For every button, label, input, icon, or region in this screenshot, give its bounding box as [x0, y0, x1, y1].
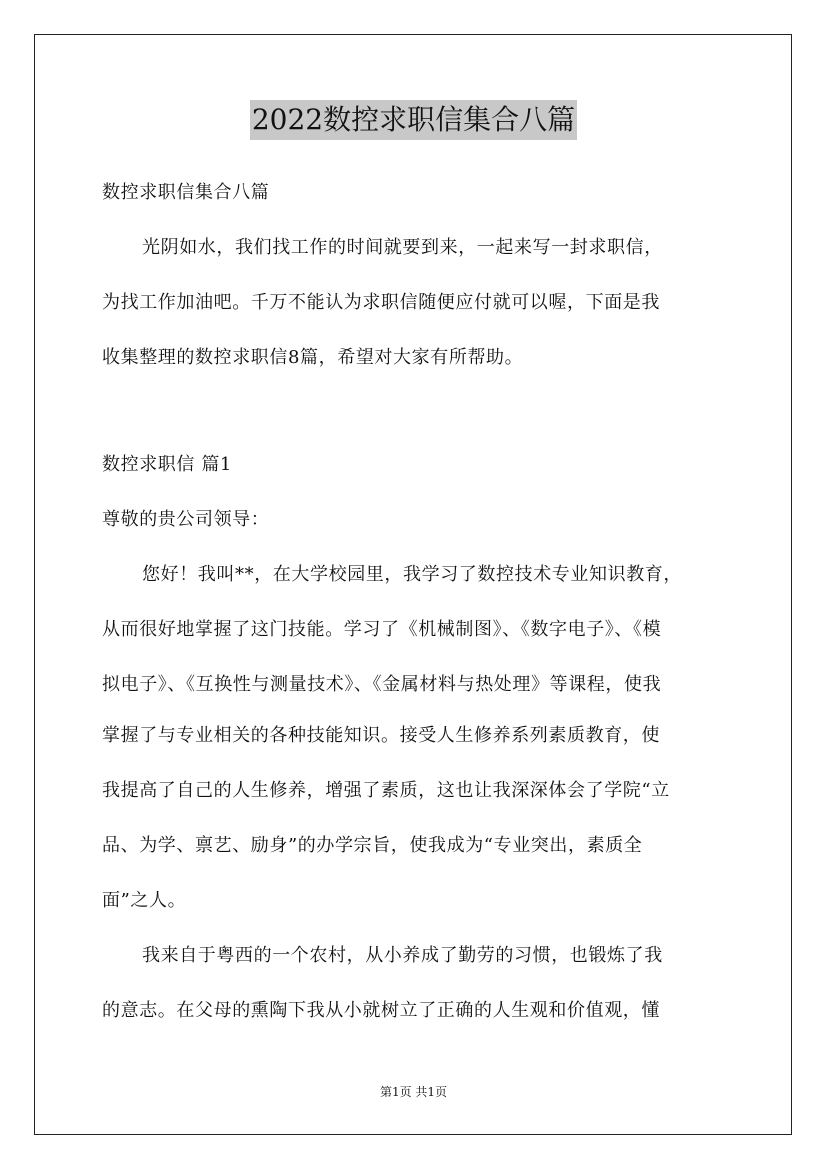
page-footer: 第1页 共1页: [379, 1085, 448, 1099]
title-wrap: [0, 100, 827, 140]
paragraph-line: 拟电子》、《互换性与测量技术》、《金属材料与热处理》等课程，使我: [102, 674, 662, 695]
paragraph-line: 的意志。在父母的熏陶下我从小就树立了正确的人生观和价值观，懂: [102, 1000, 660, 1021]
paragraph-line: 我来自于粤西的一个农村，从小养成了勤劳的习惯，也锻炼了我: [142, 945, 663, 966]
document-title: 2022数控求职信集合八篇: [250, 100, 577, 140]
paragraph-line: 为找工作加油吧。千万不能认为求职信随便应付就可以喔，下面是我: [102, 292, 660, 313]
paragraph-line: 掌握了与专业相关的各种技能知识。接受人生修养系列素质教育，使: [102, 725, 660, 746]
paragraph-line: 我提高了自己的人生修养，增强了素质，这也让我深深体会了学院“立: [102, 780, 670, 801]
paragraph-line: 光阴如水，我们找工作的时间就要到来，一起来写一封求职信，: [142, 237, 663, 258]
section-heading: 数控求职信 篇1: [102, 454, 232, 475]
paragraph-line: 面”之人。: [102, 890, 187, 911]
paragraph-line: 收集整理的数控求职信8篇，希望对大家有所帮助。: [102, 347, 524, 368]
paragraph-line: 品、为学、禀艺、励身”的办学宗旨，使我成为“专业突出，素质全: [102, 835, 643, 856]
paragraph-line: 您好！我叫**，在大学校园里，我学习了数控技术专业知识教育，: [142, 564, 682, 585]
subtitle-line: 数控求职信集合八篇: [102, 182, 270, 203]
paragraph-line: 从而很好地掌握了这门技能。学习了《机械制图》、《数字电子》、《模: [102, 619, 662, 640]
salutation: 尊敬的贵公司领导：: [102, 509, 270, 530]
